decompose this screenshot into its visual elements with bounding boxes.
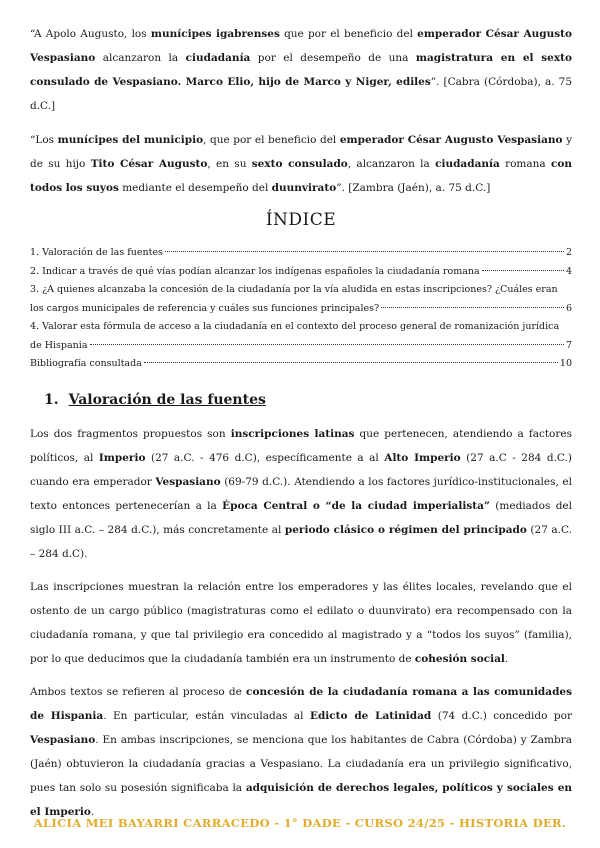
quote-source: ”. [Cabra (Córdoba), a. 75 d.C.] <box>30 76 573 112</box>
section-heading <box>44 392 572 408</box>
toc-leader <box>482 270 564 271</box>
toc-entry[interactable] <box>30 281 572 318</box>
toc-entry-text: Bibliografía consultada <box>30 358 142 369</box>
paragraph-bold: Vespasiano <box>30 733 96 746</box>
page-footer: ALICIA MEI BAYARRI CARRACEDO - 1° DADE - CURSO 24/25 - HISTORIA DER. <box>33 816 567 830</box>
toc-entry[interactable] <box>30 244 572 263</box>
toc-entry-text: de Hispania <box>30 339 88 351</box>
paragraph-text: (27 a.C - 284 d.C.) cuando era emperador <box>30 451 572 488</box>
paragraph-text: (69-79 d.C.). Atendiendo a los factores jurídico-institucionales, el texto entonces pertenecerían a la <box>30 475 572 512</box>
toc-leader <box>90 344 564 345</box>
quote-text: “Los <box>30 134 58 146</box>
toc-page-number: 10 <box>559 358 572 369</box>
document-page <box>30 22 572 833</box>
quote-bold: ciudadanía <box>185 52 251 64</box>
quote-bold: munícipes igabrenses <box>150 28 280 40</box>
quote-text: romana <box>499 158 551 170</box>
toc-page-number: 4 <box>565 265 572 277</box>
toc-entry[interactable] <box>30 318 572 355</box>
paragraph-bold: Época Central o “de la ciudad imperialista” <box>222 499 490 512</box>
paragraph-text: que pertenecen, atendiendo a factores políticos, al <box>30 427 573 464</box>
quote-bold: sexto consulado <box>251 158 348 170</box>
section-number: 1. <box>44 391 59 408</box>
toc-leader <box>381 307 564 308</box>
paragraph-text: . <box>504 652 509 665</box>
quote-bold: magistratura en el sexto consulado de Vespasiano. Marco Elio, hijo de Marco y Niger, ediles <box>30 52 572 88</box>
quote-text: , que por el beneficio del <box>203 134 340 146</box>
paragraph-context <box>30 422 572 566</box>
toc-entry[interactable] <box>30 263 572 282</box>
paragraph-bold: adquisición de derechos legales, políticos y sociales en el Imperio <box>30 781 573 818</box>
toc-page-number: 2 <box>565 247 572 258</box>
section-title: Valoración de las fuentes <box>68 391 266 408</box>
quote-bold: duunvirato <box>271 182 337 194</box>
toc-entry-text: 4. Valorar esta fórmula de acceso a la ciudadanía en el contexto del proceso general de romanización jurídica <box>30 321 560 332</box>
paragraph-text: . En particular, están vinculadas al <box>103 709 310 722</box>
toc-page-number: 7 <box>565 339 572 351</box>
paragraph-bold: inscripciones latinas <box>230 427 355 440</box>
paragraph-bold: cohesión social <box>414 652 505 665</box>
quote-bold: Tito César Augusto <box>90 158 208 170</box>
paragraph-bold: Alto Imperio <box>384 451 461 464</box>
toc-entry-text: 3. ¿A quienes alcanzaba la concesión de la ciudadanía por la vía aludida en estas inscripciones? ¿Cuáles eran <box>30 284 558 295</box>
toc-page-number: 6 <box>565 302 572 314</box>
paragraph-text: . <box>90 805 95 818</box>
paragraph-text: (27 a.C. – 284 d.C). <box>30 523 573 560</box>
paragraph-bold: concesión de la ciudadanía romana a las comunidades de Hispania <box>30 685 573 722</box>
quote-text: , en su <box>207 158 252 170</box>
quote-bold: con todos los suyos <box>30 158 573 194</box>
quote-text: y de su hijo <box>30 134 573 170</box>
paragraph-text: Las inscripciones muestran la relación entre los emperadores y las élites locales, revelando que el ostento de un cargo público (magistraturas como el edilato o duunvirato) era recompensado con la ciudadanía romana, y que tal privilegio era concedido al magistrado y a “todos los suyos” (familia), por lo que deducimos que la ciudadanía también era un instrumento de <box>30 580 572 665</box>
paragraph-citizenship <box>30 680 572 824</box>
table-of-contents <box>30 244 572 374</box>
paragraph-text: (27 a.C. - 476 d.C), específicamente a al <box>145 451 385 464</box>
quote-text: por el desempeño de una <box>250 52 416 64</box>
quote-text: “A Apolo Augusto, los <box>30 28 151 40</box>
toc-entry-text: 1. Valoración de las fuentes <box>30 247 163 258</box>
toc-entry-text: los cargos municipales de referencia y cuáles sus funciones principales? <box>30 302 380 314</box>
paragraph-text: (mediados del siglo III a.C. – 284 d.C.), más concretamente al <box>30 499 572 536</box>
inscription-quote-zambra <box>30 128 572 200</box>
paragraph-relations <box>30 575 572 671</box>
paragraph-bold: Edicto de Latinidad <box>309 709 432 722</box>
paragraph-text: (74 d.C.) concedido por <box>431 709 572 722</box>
toc-leader <box>144 362 558 363</box>
paragraph-text: . En ambas inscripciones, se menciona que los habitantes de Cabra (Córdoba) y Zambra (Jaén) obtuvieron la ciudadanía gracias a Vespasiano. La ciudadanía era un privilegio significativo, pues tan solo su posesión significaba la <box>30 733 572 794</box>
quote-bold: ciudadanía <box>435 158 500 170</box>
toc-entry[interactable] <box>30 355 572 374</box>
paragraph-bold: periodo clásico o régimen del principado <box>284 523 527 536</box>
index-title: ÍNDICE <box>265 210 337 230</box>
quote-bold: emperador César Augusto Vespasiano <box>30 28 572 64</box>
quote-text: que por el beneficio del <box>279 28 418 40</box>
paragraph-text: Ambos textos se refieren al proceso de <box>30 685 247 698</box>
paragraph-bold: Vespasiano <box>155 475 221 488</box>
quote-bold: emperador César Augusto Vespasiano <box>339 134 563 146</box>
toc-entry-text: 2. Indicar a través de qué vías podían alcanzar los indígenas españoles la ciudadanía romana <box>30 265 480 277</box>
paragraph-bold: Imperio <box>98 451 146 464</box>
quote-text: alcanzaron la <box>95 52 186 64</box>
quote-text: mediante el desempeño del <box>118 182 272 194</box>
quote-text: , alcanzaron la <box>347 158 436 170</box>
inscription-quote-cabra <box>30 22 572 118</box>
paragraph-text: Los dos fragmentos propuestos son <box>30 427 231 440</box>
quote-bold: munícipes del municipio <box>57 134 204 146</box>
toc-leader <box>165 251 564 252</box>
quote-source: ”. [Zambra (Jaén), a. 75 d.C.] <box>336 182 491 194</box>
